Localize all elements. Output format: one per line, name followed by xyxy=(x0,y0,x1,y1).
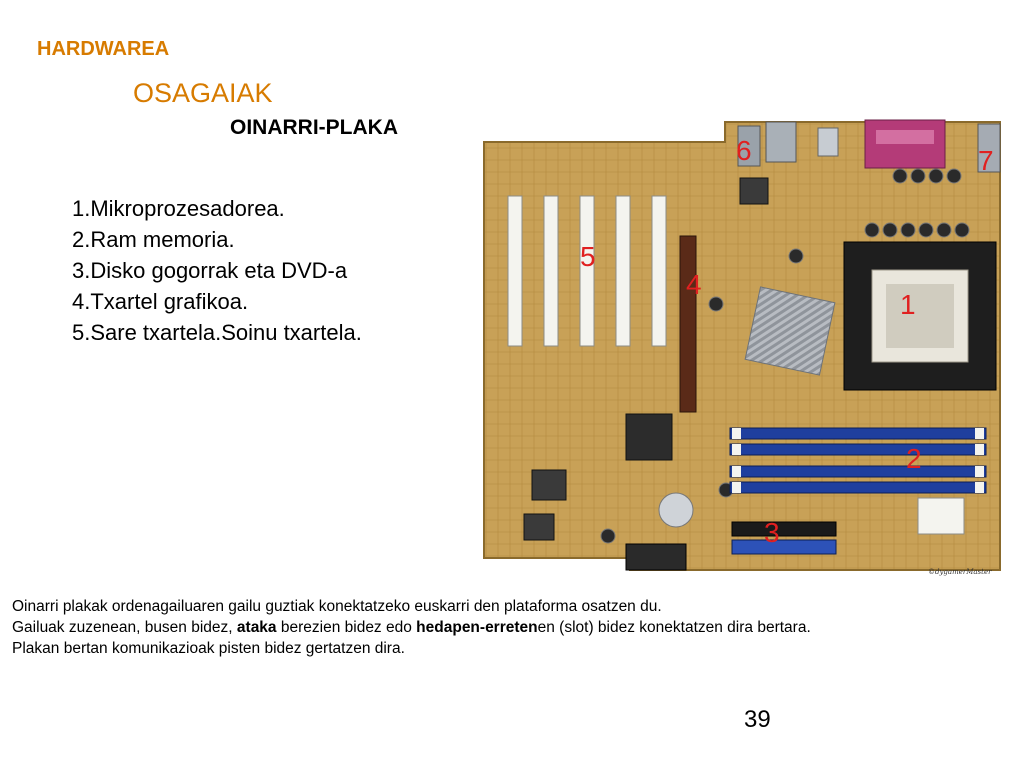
section-heading: HARDWAREA xyxy=(37,38,170,60)
bold-term-ataka: ataka xyxy=(236,619,277,636)
motherboard-image xyxy=(480,118,1007,580)
bold-term-hedapen-erreten: hedapen-erreten xyxy=(416,619,538,636)
image-watermark: ©dygamerMaster xyxy=(928,568,992,576)
description-line-1: Oinarri plakak ordenagailuaren gailu guztiak konektatzeko euskarri den plataforma osatzen du. xyxy=(12,598,662,615)
description-text-part: en (slot) bidez konektatzen dira bertara. xyxy=(537,619,811,636)
component-list xyxy=(72,193,362,348)
description-text xyxy=(12,596,1012,659)
image-label-7: 7 xyxy=(978,145,994,176)
list-item: 5.Sare txartela.Soinu txartela. xyxy=(72,320,362,345)
image-label-3: 3 xyxy=(764,517,780,548)
list-item: 2.Ram memoria. xyxy=(72,227,235,252)
list-item: 1.Mikroprozesadorea. xyxy=(72,196,285,221)
image-label-2: 2 xyxy=(906,443,922,474)
image-label-1: 1 xyxy=(900,289,916,320)
slide-title: OSAGAIAK xyxy=(133,78,273,108)
page-number: 39 xyxy=(744,706,771,733)
image-label-5: 5 xyxy=(580,241,596,272)
image-label-4: 4 xyxy=(686,269,702,300)
image-label-6: 6 xyxy=(736,135,752,166)
list-item: 4.Txartel grafikoa. xyxy=(72,289,249,314)
description-line-2 xyxy=(12,617,1012,638)
list-item: 3.Disko gogorrak eta DVD-a xyxy=(72,258,348,283)
description-text-part: berezien bidez edo xyxy=(276,619,417,636)
description-line-3: Plakan bertan komunikazioak pisten bidez gertatzen dira. xyxy=(12,640,405,657)
slide-subtitle: OINARRI-PLAKA xyxy=(230,116,398,139)
description-text-part: Gailuak zuzenean, busen bidez, xyxy=(12,619,237,636)
